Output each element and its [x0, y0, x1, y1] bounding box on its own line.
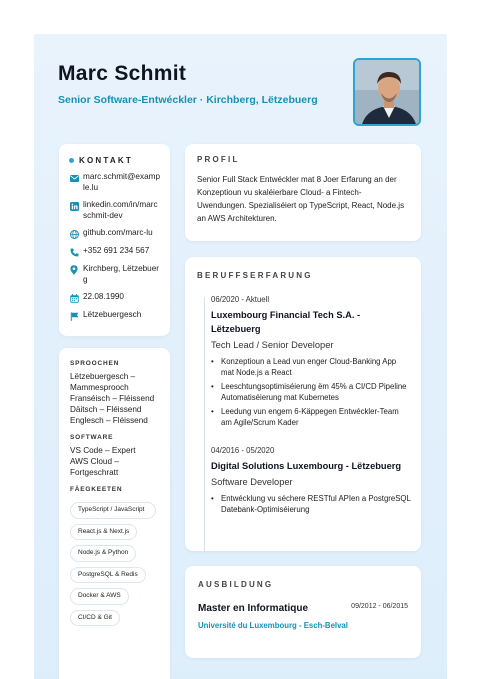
experience-heading: BERUFFSERFARUNG [197, 271, 313, 280]
flag-icon [69, 311, 79, 321]
skill-tag: React.js & Next.js [70, 524, 137, 541]
job-date: 04/2016 - 05/2020 [211, 446, 275, 455]
skills-card [59, 348, 170, 679]
contact-email[interactable]: marc.schmit@example.lu [69, 172, 160, 193]
location-pin-icon [69, 265, 79, 275]
globe-icon [69, 229, 79, 239]
skill-tag: Docker & AWS [70, 588, 129, 605]
resume-subtitle: Senior Software-Entwéckler · Kirchberg, Lëtzebuerg [58, 94, 318, 106]
education-dates: 09/2012 - 06/2015 [351, 603, 408, 610]
contact-card [59, 144, 170, 336]
language-item: Lëtzebuergesch – Mammesprooch [70, 372, 136, 392]
skill-tags [70, 497, 159, 626]
resume-sheet [34, 34, 447, 679]
language-item: Franséisch – Fléissend [70, 394, 155, 403]
job-bullet: • Konzeptioun a Lead vun enger Cloud-Banking App mat Node.js a React [211, 356, 411, 378]
timeline-line [204, 297, 205, 552]
contact-nationality: Lëtzebuergesch [69, 310, 160, 321]
mail-icon [69, 173, 79, 183]
software-item: VS Code – Expert [70, 446, 136, 455]
skill-tag: TypeScript / JavaScript [70, 502, 156, 519]
education-degree: Master en Informatique [198, 603, 309, 614]
job-bullets [211, 356, 411, 428]
profile-text: Senior Full Stack Entwéckler mat 8 Joer Erfarung an der Konzeptioun vu skaléierbare Cloud- a Fintech-Uwendungen. Spezialiséiert op TypeScript, React, Node.js an AWS Architekturen. [197, 175, 405, 223]
job-bullet: • Entwécklung vu sécherе RESTful APIen a PostgreSQL Datebank-Optimiséierung [211, 493, 411, 515]
experience-card [185, 257, 421, 551]
job-bullet: • Leedung vun engem 6-Käppegen Entwéckler-Team am Agile/Scrum Kader [211, 406, 411, 428]
abilities-heading: FÄEGKEETEN [70, 486, 123, 493]
job-role: Software Developer [211, 477, 293, 487]
education-heading: AUSBILDUNG [198, 580, 274, 589]
calendar-icon [69, 293, 79, 303]
contact-linkedin[interactable]: linkedin.com/in/marcschmit-dev [69, 200, 160, 221]
language-item: Däitsch – Fléissend [70, 405, 142, 414]
languages-heading: SPROOCHEN [70, 360, 120, 367]
job-entry [211, 446, 411, 518]
software-item: AWS Cloud – Fortgeschratt [70, 457, 119, 477]
job-entry [211, 295, 411, 431]
job-date: 06/2020 - Aktuell [211, 295, 270, 304]
profile-photo [353, 58, 421, 126]
job-company: Luxembourg Financial Tech S.A. - Lëtzebuerg [211, 310, 361, 334]
contact-location: Kirchberg, Lëtzebuerg [69, 264, 160, 285]
profile-card [185, 144, 421, 241]
skill-tag: CI/CD & Git [70, 610, 120, 627]
bullet-dot-icon [69, 158, 74, 163]
contact-heading: KONTAKT [69, 156, 160, 165]
language-item: Englesch – Fléissend [70, 416, 148, 425]
contact-birthdate: 22.08.1990 [69, 292, 160, 303]
contact-phone[interactable]: +352 691 234 567 [69, 246, 160, 257]
software-heading: SOFTWARE [70, 434, 114, 441]
resume-name: Marc Schmit [58, 62, 187, 85]
skill-tag: Node.js & Python [70, 545, 136, 562]
skill-tag: PostgreSQL & Redis [70, 567, 146, 584]
job-bullet: • Leeschtungsoptimiséierung ëm 45% a CI/CD Pipeline Automatiséierung mat Kubernetes [211, 381, 411, 403]
phone-icon [69, 247, 79, 257]
profile-heading: PROFIL [197, 155, 240, 164]
linkedin-icon [69, 201, 79, 211]
job-bullets [211, 493, 411, 515]
education-school: Université du Luxembourg - Esch-Belval [198, 621, 348, 630]
contact-github[interactable]: github.com/marc-lu [69, 228, 160, 239]
education-card [185, 566, 421, 658]
job-role: Tech Lead / Senior Developer [211, 340, 334, 350]
job-company: Digital Solutions Luxembourg - Lëtzebuerg [211, 461, 402, 471]
